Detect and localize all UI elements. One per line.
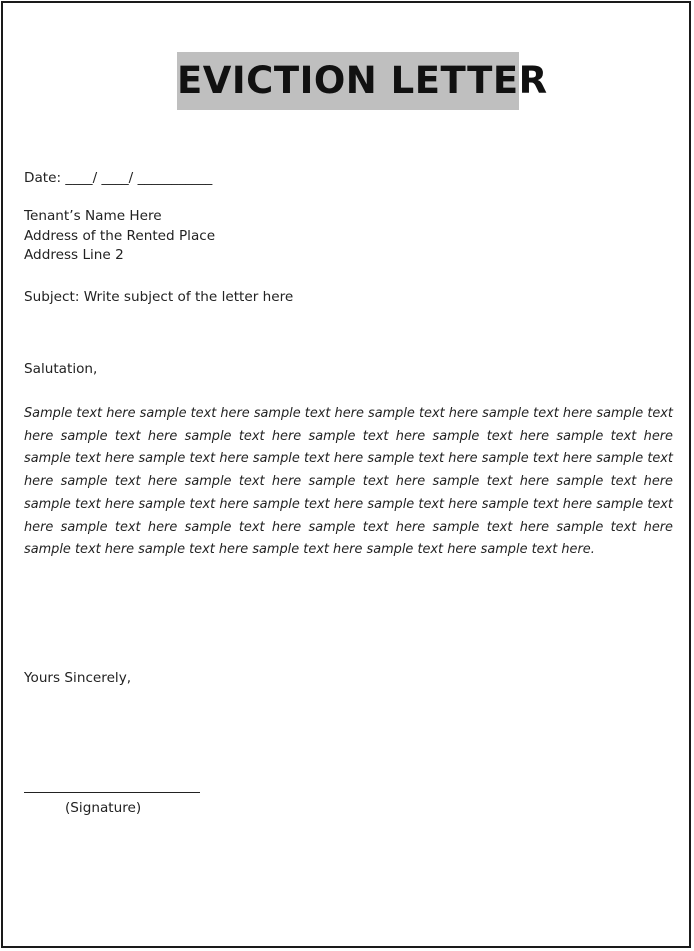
- signature-label: (Signature): [65, 800, 142, 816]
- subject-line: Subject: Write subject of the letter here: [24, 289, 294, 305]
- signature-line: [24, 792, 200, 793]
- address-line-2: Address Line 2: [24, 247, 124, 263]
- salutation: Salutation,: [24, 361, 98, 377]
- letter-title: EVICTION LETTER: [177, 52, 519, 110]
- tenant-name: Tenant’s Name Here: [24, 208, 162, 224]
- address-line-1: Address of the Rented Place: [24, 228, 216, 244]
- letter-body: Sample text here sample text here sample text here sample text here sample text here sample text here sample text here sample text here sample text here sample text here sample text here sample text here sample text here sample text here sample text here sample text here sample text here sample text here sample text here sample text here sample text here sample text here sample text here sample text here sample text here sample text here sample text here sample text here sample text here sample text here sample text here sample text here sample text here sample text here sample text here sample text here sample text here sample text here.: [24, 406, 673, 558]
- closing: Yours Sincerely,: [24, 670, 132, 686]
- date-line: Date: ____/ ____/ ___________: [24, 170, 213, 186]
